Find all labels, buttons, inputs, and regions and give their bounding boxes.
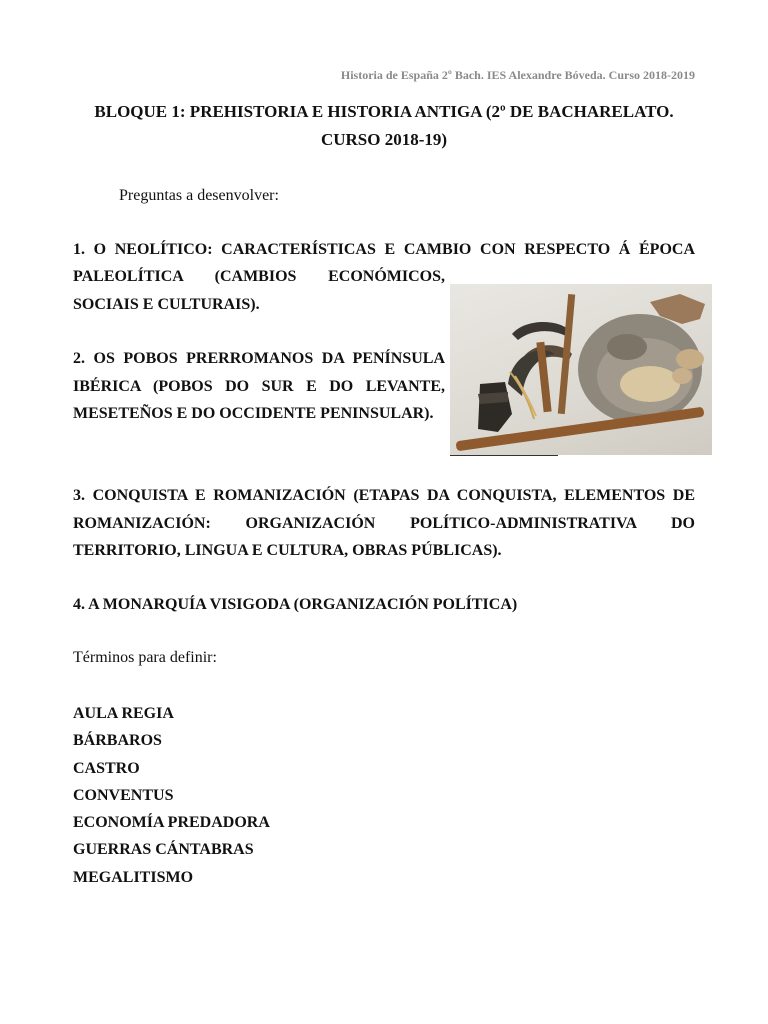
neolithic-tools-photo	[450, 284, 712, 455]
running-header: Historia de España 2º Bach. IES Alexandre Bóveda. Curso 2018-2019	[340, 68, 695, 82]
question-1-line-1: 1. O NEOLÍTICO: CARACTERÍSTICAS E CAMBIO CON RESPECTO Á ÉPOCA	[73, 241, 695, 258]
term-item: CONVENTUS	[73, 786, 174, 804]
terms-intro: Términos para definir:	[73, 649, 217, 666]
question-2: 2. OS POBOS PRERROMANOS DA PENÍNSULA IBÉRICA (POBOS DO SUR E DO LEVANTE, MESETEÑOS E DO OCCIDENTE PENINSULAR).	[73, 350, 445, 422]
question-3: 3. CONQUISTA E ROMANIZACIÓN (ETAPAS DA CONQUISTA, ELEMENTOS DE ROMANIZACIÓN: ORGANIZACIÓN POLÍTICO-ADMINISTRATIVA DO TERRITORIO, LINGUA E CULTURA, OBRAS PÚBLICAS).	[73, 487, 695, 559]
terms-list	[73, 700, 270, 891]
figure-underline	[450, 455, 558, 456]
document-title	[73, 98, 695, 154]
question-1-continued: PALEOLÍTICA (CAMBIOS ECONÓMICOS, SOCIAIS E CULTURAIS).	[73, 268, 445, 313]
term-item: CASTRO	[73, 759, 140, 777]
term-item: AULA REGIA	[73, 705, 174, 722]
term-item: GUERRAS CÁNTABRAS	[73, 841, 254, 859]
term-item: BÁRBAROS	[73, 732, 162, 750]
term-item: MEGALITISMO	[73, 868, 194, 886]
title-line-2: CURSO 2018-19)	[320, 130, 448, 149]
question-4: 4. A MONARQUÍA VISIGODA (ORGANIZACIÓN POLÍTICA)	[73, 596, 518, 613]
title-line-1: BLOQUE 1: PREHISTORIA E HISTORIA ANTIGA (2º DE BACHARELATO.	[94, 102, 674, 121]
questions-intro: Preguntas a desenvolver:	[119, 187, 279, 204]
term-item: ECONOMÍA PREDADORA	[73, 814, 270, 832]
